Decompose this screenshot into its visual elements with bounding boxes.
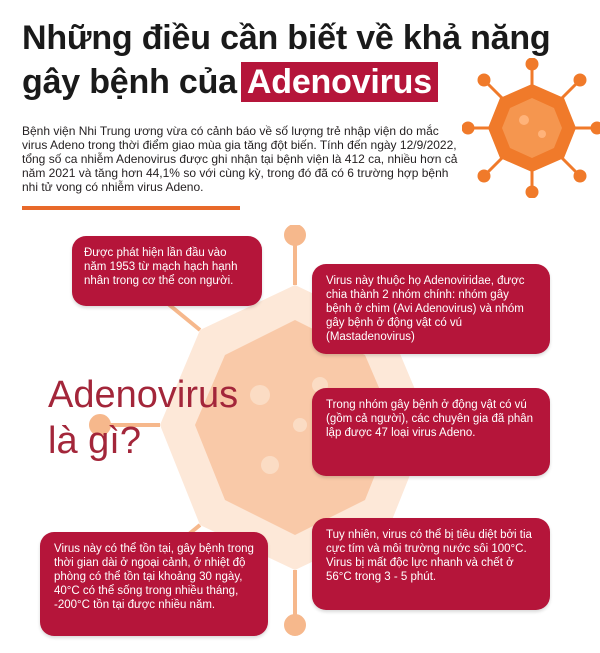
page-title-highlight: Adenovirus	[241, 62, 438, 102]
question-heading-line-1: Adenovirus	[48, 374, 239, 416]
fact-card-classification: Virus này thuộc họ Adenoviridae, được chia thành 2 nhóm chính: nhóm gây bệnh ở chim (Avi Adenovirus) và nhóm gây bệnh ở động vật có vú (Mastadenovirus)	[312, 264, 550, 354]
fact-card-survival: Virus này có thể tồn tại, gây bệnh trong thời gian dài ở ngoại cảnh, ở nhiệt độ phòng có thể tồn tại khoảng 30 ngày, 40°C có thể sống trong nhiều tháng, -200°C tồn tại được nhiều năm.	[40, 532, 268, 636]
fact-card-inactivation: Tuy nhiên, virus có thể bị tiêu diệt bởi tia cực tím và môi trường nước sôi 100°C. Virus bị mất độc lực nhanh và chết ở 56°C trong 3 - 5 phút.	[312, 518, 550, 610]
page-title-line-2	[22, 62, 438, 102]
intro-paragraph: Bệnh viện Nhi Trung ương vừa có cảnh báo về số lượng trẻ nhập viện do mắc virus Adeno trong thời điểm giao mùa gia tăng đột biến. Tính đến ngày 12/9/2022, tổng số ca nhiễm Adenovirus được ghi nhận tại bệnh viện là 412 ca, nhiều hơn cả năm 2021 và tăng hơn 44,1% so với cùng kỳ, trong đó đã có 6 trường hợp bệnh nhi tử vong có nhiễm virus Adeno.	[22, 124, 458, 194]
question-heading	[48, 372, 238, 464]
fact-card-types: Trong nhóm gây bệnh ở động vật có vú (gồm cả người), các chuyên gia đã phân lập được 47 loại virus Adeno.	[312, 388, 550, 476]
page-title-line-1: Những điều cần biết về khả năng	[22, 19, 551, 57]
virus-icon	[462, 58, 600, 198]
section-divider	[22, 206, 240, 210]
fact-card-discovery: Được phát hiện lần đầu vào năm 1953 từ mạch hạch hạnh nhân trong cơ thể con người.	[72, 236, 262, 306]
question-heading-line-2: là gì?	[48, 420, 141, 462]
page-title-prefix: gây bệnh của	[22, 63, 237, 101]
